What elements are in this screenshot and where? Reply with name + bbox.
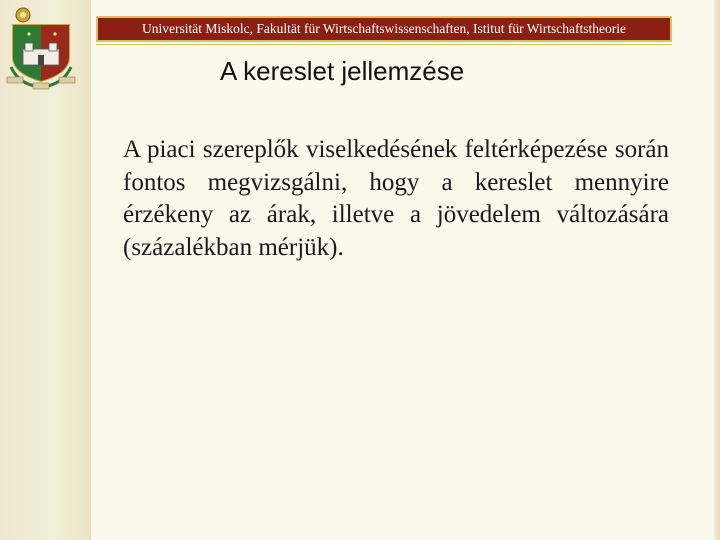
university-crest-logo bbox=[5, 5, 77, 91]
header-divider bbox=[96, 44, 672, 45]
right-edge-strip bbox=[714, 0, 720, 540]
header-bar bbox=[96, 16, 672, 42]
slide-body-text: A piaci szereplők viselkedésének feltérképezése során fontos megvizsgálni, hogy a kereslet mennyire érzékeny az árak, illetve a jövedelem változására (százalékban mérjük). bbox=[123, 136, 669, 261]
header-institution-text: Universität Miskolc, Fakultät für Wirtschaftswissenschaften, Istitut für Wirtschaftstheorie bbox=[142, 21, 626, 36]
slide-title: A kereslet jellemzése bbox=[220, 56, 465, 86]
